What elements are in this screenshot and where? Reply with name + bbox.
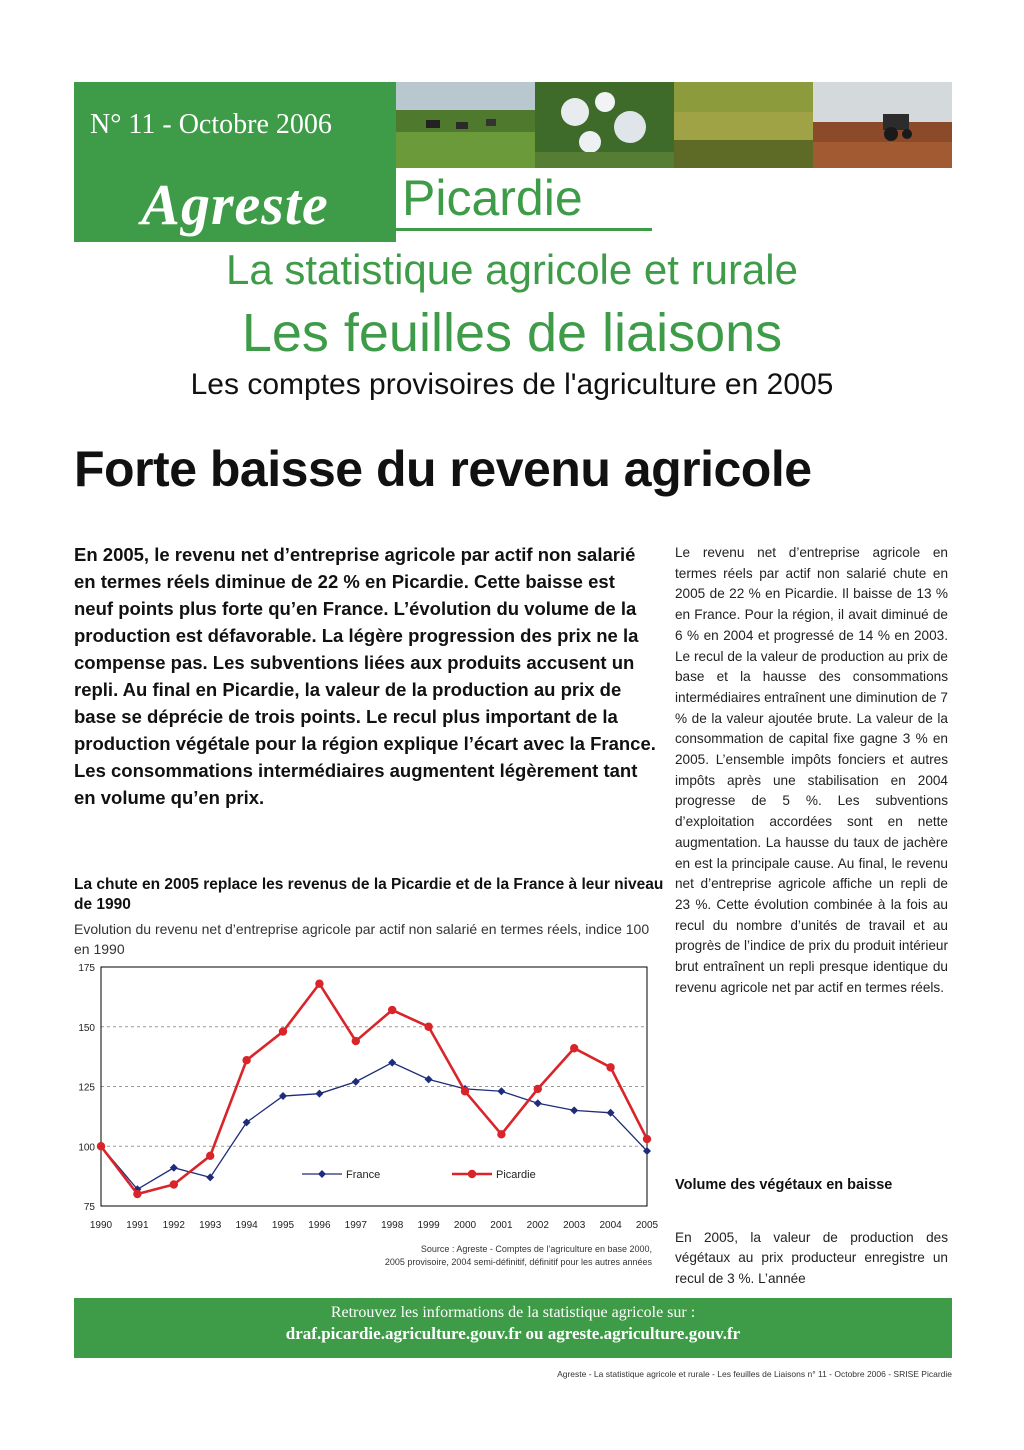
- photo-flowers: [535, 82, 674, 168]
- x-tick-label: 1997: [344, 1220, 367, 1231]
- point-picardie: [424, 1023, 432, 1031]
- chart-legend: [302, 1169, 536, 1181]
- point-picardie: [388, 1006, 396, 1014]
- legend-label-picardie: Picardie: [496, 1169, 536, 1181]
- point-picardie: [242, 1056, 250, 1064]
- x-tick-label: 2004: [599, 1220, 622, 1231]
- point-france: [570, 1106, 578, 1114]
- x-tick-label: 2003: [563, 1220, 586, 1231]
- x-tick-label: 2005: [635, 1220, 659, 1231]
- section-paragraph: En 2005, la valeur de production des végétaux au prix producteur enregistre un recul de 3 %. L’année: [675, 1229, 948, 1286]
- x-tick-label: 1998: [381, 1220, 404, 1231]
- legend-marker-france: [318, 1170, 326, 1178]
- y-tick-label: 100: [78, 1142, 95, 1154]
- point-picardie: [279, 1027, 287, 1035]
- x-axis-ticks: [90, 1220, 659, 1231]
- y-tick-label: 125: [78, 1082, 95, 1094]
- point-picardie: [497, 1130, 505, 1138]
- source-line-2: 2005 provisoire, 2004 semi-définitif, définitif pour les autres années: [384, 1257, 652, 1267]
- point-france: [497, 1087, 505, 1095]
- photo-tractor: [813, 82, 952, 168]
- chart-title: La chute en 2005 replace les revenus de la Picardie et de la France à leur niveau de 1990: [74, 876, 664, 913]
- point-picardie: [461, 1087, 469, 1095]
- x-tick-label: 1999: [417, 1220, 440, 1231]
- issue-label: [74, 82, 396, 168]
- y-tick-label: 175: [78, 963, 95, 974]
- point-picardie: [643, 1135, 651, 1143]
- photo-field-cows: [396, 82, 535, 168]
- brand-logo: Agreste: [141, 172, 329, 237]
- lead-text: [74, 541, 658, 811]
- point-france: [425, 1075, 433, 1083]
- x-tick-label: 1991: [126, 1220, 149, 1231]
- x-tick-label: 1993: [199, 1220, 222, 1231]
- series-line-picardie: [101, 984, 647, 1194]
- point-france: [206, 1173, 214, 1181]
- footer-links[interactable]: draf.picardie.agriculture.gouv.fr ou agreste.agriculture.gouv.fr: [285, 1324, 741, 1343]
- point-picardie: [352, 1037, 360, 1045]
- point-picardie: [570, 1044, 578, 1052]
- chart-source: [250, 1243, 652, 1269]
- point-france: [315, 1090, 323, 1098]
- x-tick-label: 1994: [235, 1220, 258, 1231]
- header-photos: [396, 82, 952, 168]
- chart-series: [97, 980, 651, 1199]
- footer-line-1: Retrouvez les informations de la statistique agricole sur :: [330, 1304, 696, 1321]
- point-picardie: [97, 1142, 105, 1150]
- point-france: [534, 1099, 542, 1107]
- footer-note: Agreste - La statistique agricole et rurale - Les feuilles de Liaisons n° 11 - Octobre 2006 - SRISE Picardie: [557, 1369, 952, 1379]
- x-tick-label: 1992: [162, 1220, 185, 1231]
- point-picardie: [133, 1190, 141, 1198]
- photo-vegetables: [674, 82, 813, 168]
- point-france: [352, 1078, 360, 1086]
- headline: Forte baisse du revenu agricole: [74, 441, 812, 497]
- x-tick-label: 2000: [453, 1220, 477, 1231]
- section-heading: Volume des végétaux en baisse: [675, 1177, 893, 1193]
- x-tick-label: 2001: [490, 1220, 513, 1231]
- y-axis-ticks: [78, 963, 95, 1213]
- x-tick-label: 1990: [89, 1220, 113, 1231]
- x-tick-label: 1995: [271, 1220, 295, 1231]
- y-tick-label: 75: [83, 1202, 95, 1213]
- lead-paragraph-2: Les consommations intermédiaires augmentent légèrement tant en volume qu’en prix.: [74, 760, 638, 808]
- point-picardie: [315, 980, 323, 988]
- source-line-1: Source : Agreste - Comptes de l’agriculture en base 2000,: [420, 1244, 652, 1254]
- brand-underline: [396, 228, 652, 231]
- y-tick-label: 150: [78, 1022, 95, 1034]
- chart-grid: [101, 1027, 647, 1147]
- line-chart: [74, 958, 664, 1238]
- lead-paragraph-1: En 2005, le revenu net d’entreprise agricole par actif non salarié en termes réels diminue de 22 % en Picardie. Cette baisse est neuf points plus forte qu’en France. L’évolution du volume de la production est défavorable. La légère progression des prix ne la compense pas. Les subventions liées aux produits accusent un repli. Au final en Picardie, la valeur de la production au prix de base se déprécie de trois points. Le recul plus important de la production végétale pour la région explique l’écart avec la France.: [74, 544, 656, 754]
- x-tick-label: 2002: [526, 1220, 549, 1231]
- right-paragraph: Le revenu net d’entreprise agricole en termes réels par actif non salarié chute en 2005 de 22 % en Picardie. Il baisse de 13 % en France. Pour la région, il avait diminué de 6 % en 2004 et progressé de 14 % en 2003. Le recul de la valeur de production au prix de base et la hausse des consommations intermédiaires entraînent une diminution de 7 % de la valeur ajoutée brute. La valeur de la consommation de capital fixe gagne 3 % en 2005. L’ensemble impôts fonciers et autres impôts après une stabilisation en 2004 progresse de 5 %. Les subventions d’exploitation accordées sont en nette augmentation. La hausse du taux de jachère en est la principale cause. Au final, le revenu net d’entreprise agricole affiche un repli de 23 %. Cette évolution combinée à la fois au recul du nombre d’unités de travail et au progrès de l’indice de prix du produit intérieur brut entraînent un repli presque identique du revenu agricole net par actif en termes réels.: [675, 545, 948, 995]
- publication-title: Les feuilles de liaisons: [241, 303, 783, 363]
- x-tick-label: 1996: [308, 1220, 331, 1231]
- issue-text: N° 11 - Octobre 2006: [90, 109, 332, 140]
- right-column-text: [675, 543, 948, 998]
- point-france: [170, 1164, 178, 1172]
- chart-subtitle: Evolution du revenu net d’entreprise agricole par actif non salarié en termes réels, indice 100 en 1990: [74, 921, 650, 957]
- point-picardie: [534, 1085, 542, 1093]
- legend-marker-picardie: [468, 1170, 476, 1178]
- series-title: La statistique agricole et rurale: [226, 246, 798, 293]
- footer-band: [74, 1298, 952, 1358]
- section-text: [675, 1214, 948, 1303]
- brand-region: Picardie: [402, 170, 583, 226]
- point-picardie: [206, 1152, 214, 1160]
- point-france: [388, 1059, 396, 1067]
- point-picardie: [606, 1063, 614, 1071]
- issue-topic: Les comptes provisoires de l'agriculture en 2005: [190, 368, 834, 401]
- legend-label-france: France: [346, 1169, 381, 1181]
- point-picardie: [170, 1180, 178, 1188]
